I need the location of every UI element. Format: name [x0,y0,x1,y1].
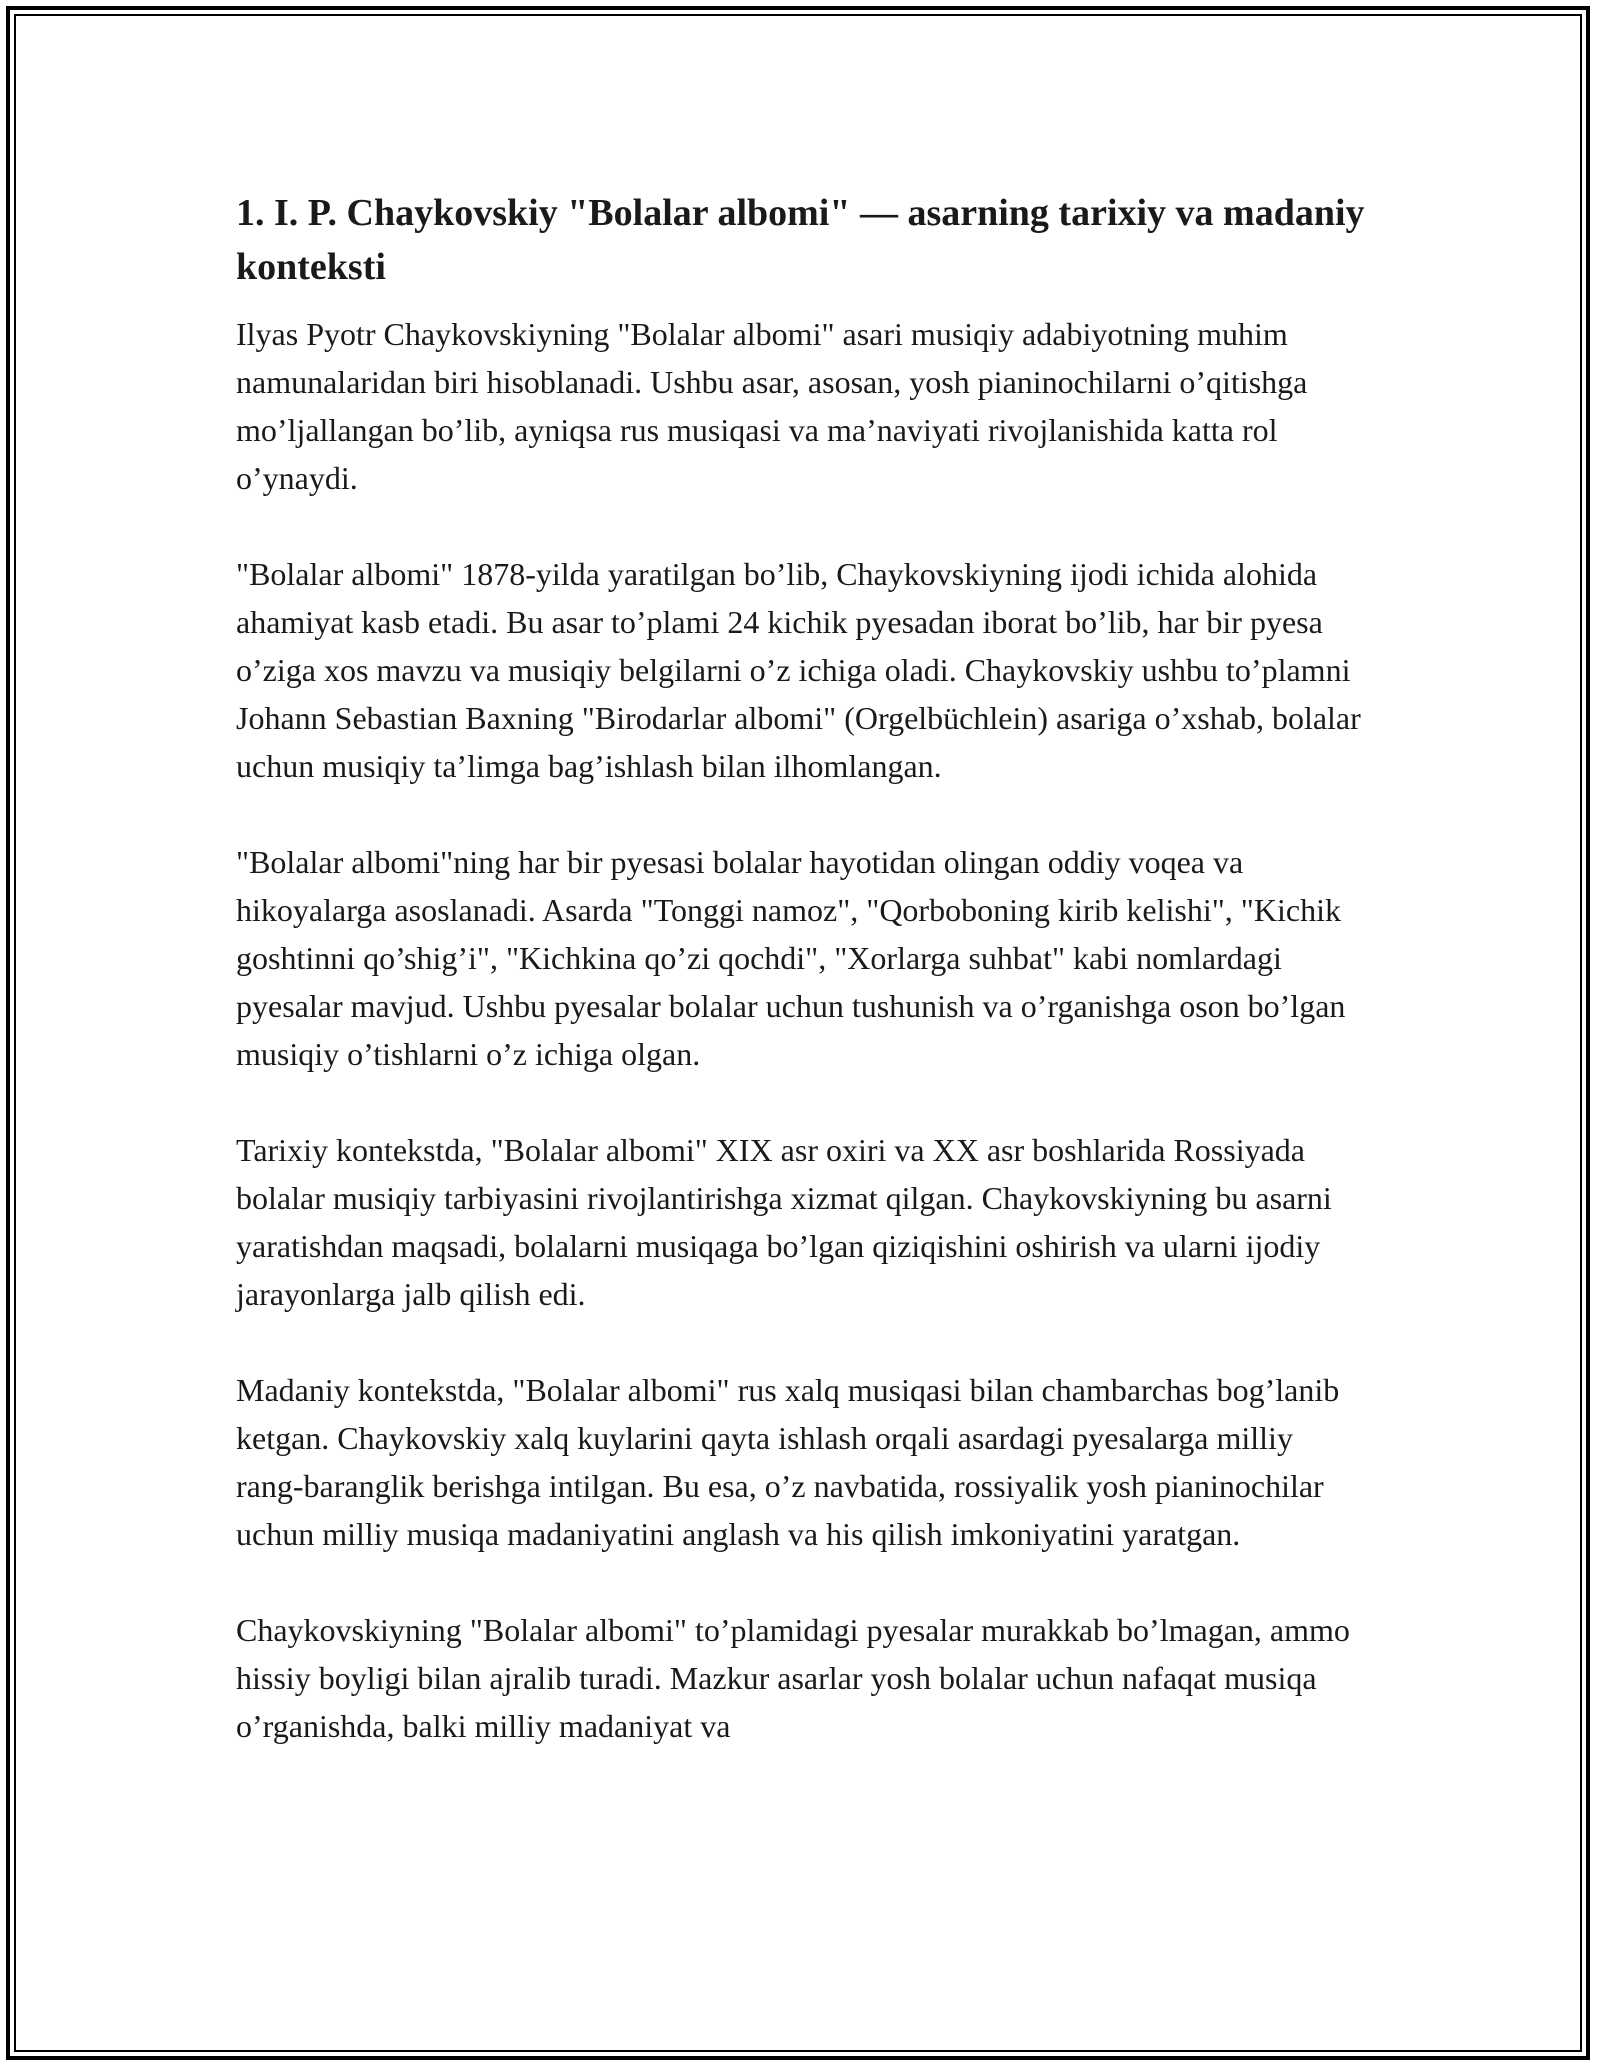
paragraph-cultural-context: Madaniy kontekstda, "Bolalar albomi" rus xalq musiqasi bilan chambarchas bog’lanib ketgan. Chaykovskiy xalq kuylarini qayta ishlash orqali asardagi pyesalarga milliy rang-baranglik berishga intilgan. Bu esa, o’z navbatida, rossiyalik yosh pianinochilar uchun milliy musiqa madaniyatini anglash va his qilish imkoniyatini yaratgan. [236,1372,1340,1552]
paragraph-historical-context: Tarixiy kontekstda, "Bolalar albomi" XIX asr oxiri va XX asr boshlarida Rossiyada bolalar musiqiy tarbiyasini rivojlantirishga xizmat qilgan. Chaykovskiyning bu asarni yaratishdan maqsadi, bolalarni musiqaga bo’lgan qiziqishini oshirish va ularni ijodiy jarayonlarga jalb qilish edi. [236,1132,1332,1312]
section-title: 1. I. P. Chaykovskiy "Bolalar albomi" — asarning tarixiy va madaniy konteksti [236,192,1365,288]
paragraph-pieces: "Bolalar albomi"ning har bir pyesasi bolalar hayotidan olingan oddiy voqea va hikoyalarga asoslanadi. Asarda "Tonggi namoz", "Qorboboning kirib kelishi", "Kichik goshtinni qo’shig’i", "Kichkina qo’zi qochdi", "Xorlarga suhbat" kabi nomlardagi pyesalar mavjud. Ushbu pyesalar bolalar uchun tushunish va o’rganishga oson bo’lgan musiqiy o’tishlarni o’z ichiga olgan. [236,844,1346,1072]
document-body [236,186,1366,1798]
paragraph-intro: Ilyas Pyotr Chaykovskiyning "Bolalar albomi" asari musiqiy adabiyotning muhim namunalaridan biri hisoblanadi. Ushbu asar, asosan, yosh pianinochilarni o’qitishga mo’ljallangan bo’lib, ayniqsa rus musiqasi va ma’naviyati rivojlanishida katta rol o’ynaydi. [236,316,1308,496]
paragraph-conclusion: Chaykovskiyning "Bolalar albomi" to’plamidagi pyesalar murakkab bo’lmagan, ammo hissiy boyligi bilan ajralib turadi. Mazkur asarlar yosh bolalar uchun nafaqat musiqa o’rganishda, balki milliy madaniyat va [236,1612,1350,1744]
paragraph-history: "Bolalar albomi" 1878-yilda yaratilgan bo’lib, Chaykovskiyning ijodi ichida alohida ahamiyat kasb etadi. Bu asar to’plami 24 kichik pyesadan iborat bo’lib, har bir pyesa o’ziga xos mavzu va musiqiy belgilarni o’z ichiga oladi. Chaykovskiy ushbu to’plamni Johann Sebastian Baxning "Birodarlar albomi" (Orgelbüchlein) asariga o’xshab, bolalar uchun musiqiy ta’limga bag’ishlash bilan ilhomlangan. [236,556,1361,784]
